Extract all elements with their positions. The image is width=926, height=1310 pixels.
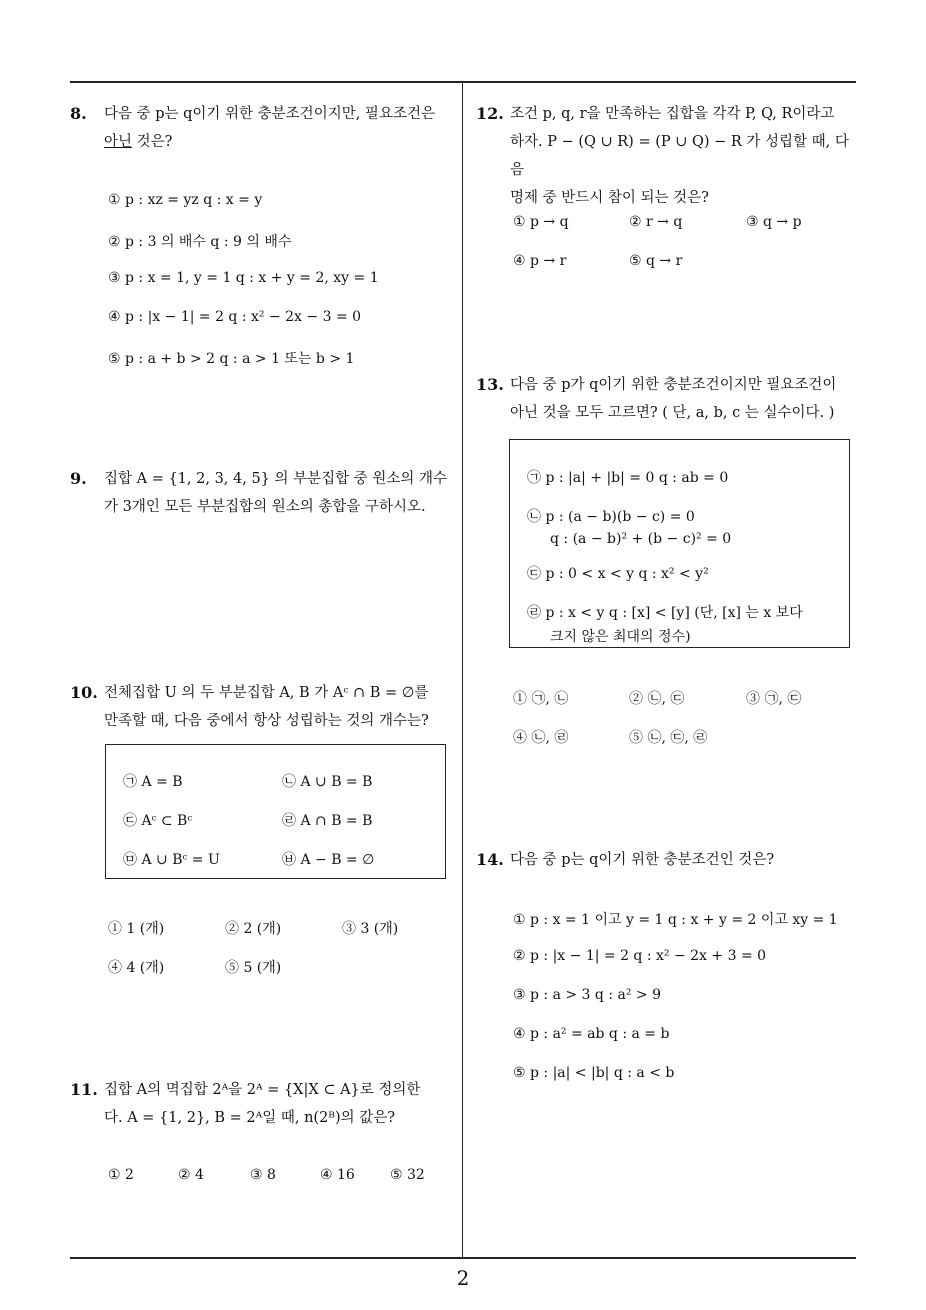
option[interactable]: ④ 4 (개) — [108, 960, 165, 976]
question-number: 11. — [70, 1080, 98, 1099]
underlined-word: 아닌 — [104, 134, 133, 150]
question-text-line: 만족할 때, 다음 중에서 항상 성립하는 것의 개수는? — [104, 713, 429, 729]
question-number: 12. — [476, 104, 504, 123]
option[interactable]: ① p : xz = yz q : x = y — [108, 192, 263, 208]
option[interactable]: ⑤ 32 — [390, 1167, 425, 1183]
box-item: q : (a − b)² + (b − c)² = 0 — [550, 531, 732, 547]
question-text-line — [104, 128, 460, 156]
option[interactable]: ⑤ p : a + b > 2 q : a > 1 또는 b > 1 — [108, 351, 355, 367]
option[interactable]: ③ q → p — [746, 214, 802, 230]
question-text-line: 명제 중 반드시 참이 되는 것은? — [510, 190, 709, 206]
question-text-line: 아닌 것을 모두 고르면? ( 단, a, b, c 는 실수이다. ) — [510, 405, 835, 421]
q13-condition-box — [509, 439, 850, 648]
option[interactable]: ⑤ q → r — [629, 253, 683, 269]
option[interactable]: ② p : 3 의 배수 q : 9 의 배수 — [108, 234, 292, 250]
box-item: ㉣ p : x < y q : [x] < [y] (단, [x] 는 x 보다 — [527, 605, 803, 621]
option[interactable]: ③ 8 — [250, 1167, 276, 1183]
top-rule — [70, 81, 856, 83]
question-13 — [476, 371, 861, 427]
option[interactable]: ② 4 — [178, 1167, 204, 1183]
option[interactable]: ① ㉠, ㉡ — [513, 691, 569, 707]
question-text-line: 조건 p, q, r을 만족하는 집합을 각각 P, Q, R이라고 — [510, 106, 835, 122]
page-number: 2 — [456, 1266, 470, 1290]
box-item: ㉢ p : 0 < x < y q : x² < y² — [527, 566, 709, 582]
option[interactable]: ① p : x = 1 이고 y = 1 q : x + y = 2 이고 xy = 1 — [513, 912, 838, 928]
box-item: ㉣ A ∩ B = B — [282, 813, 373, 829]
question-number: 9. — [70, 469, 87, 488]
option[interactable]: ④ ㉡, ㉣ — [513, 730, 569, 746]
option[interactable]: ③ ㉠, ㉢ — [746, 691, 802, 707]
question-14 — [476, 846, 861, 874]
question-text-line: 다음 중 p는 q이기 위한 충분조건인 것은? — [510, 852, 775, 868]
option[interactable]: ④ p : a² = ab q : a = b — [513, 1026, 670, 1042]
option[interactable]: ③ p : a > 3 q : a² > 9 — [513, 987, 661, 1003]
question-text-line: 집합 A의 멱집합 2ᴬ을 2ᴬ = {X|X ⊂ A}로 정의한 — [104, 1082, 421, 1098]
option[interactable]: ④ p : |x − 1| = 2 q : x² − 2x − 3 = 0 — [108, 309, 362, 325]
option[interactable]: ⑤ ㉡, ㉢, ㉣ — [629, 730, 708, 746]
question-text-line: 다음 중 p가 q이기 위한 충분조건이지만 필요조건이 — [510, 377, 837, 393]
question-text-line: 하자. P − (Q ∪ R) = (P ∪ Q) − R 가 성립할 때, 다음 — [510, 134, 849, 178]
box-item: ㉡ p : (a − b)(b − c) = 0 — [527, 509, 695, 525]
q10-condition-box — [105, 744, 446, 879]
question-12 — [476, 100, 861, 212]
column-divider — [462, 83, 463, 1257]
option[interactable]: ④ 16 — [320, 1167, 355, 1183]
option[interactable]: ⑤ p : |a| < |b| q : a < b — [513, 1065, 675, 1081]
box-item: ㉠ A = B — [123, 774, 183, 790]
option[interactable]: ① 2 — [108, 1167, 134, 1183]
box-item: ㉤ A ∪ Bᶜ = U — [123, 852, 220, 868]
box-item: ㉢ Aᶜ ⊂ Bᶜ — [123, 813, 193, 829]
question-text-line: 전체집합 U 의 두 부분집합 A, B 가 Aᶜ ∩ B = ∅를 — [104, 685, 429, 701]
option[interactable]: ② r → q — [629, 214, 683, 230]
question-8 — [70, 100, 460, 156]
option[interactable]: ① 1 (개) — [108, 921, 165, 937]
option[interactable]: ② p : |x − 1| = 2 q : x² − 2x + 3 = 0 — [513, 948, 767, 964]
question-text-line: 가 3개인 모든 부분집합의 원소의 총합을 구하시오. — [104, 499, 426, 515]
question-text-line: 다. A = {1, 2}, B = 2ᴬ일 때, n(2ᴮ)의 값은? — [104, 1110, 396, 1126]
box-item: 크지 않은 최대의 정수) — [550, 629, 691, 645]
question-11 — [70, 1076, 460, 1132]
question-number: 13. — [476, 375, 504, 394]
question-number: 14. — [476, 850, 504, 869]
question-number: 10. — [70, 683, 98, 702]
bottom-rule — [70, 1257, 856, 1259]
question-text-line: 집합 A = {1, 2, 3, 4, 5} 의 부분집합 중 원소의 개수 — [104, 471, 448, 487]
box-item: ㉥ A − B = ∅ — [282, 852, 375, 868]
option[interactable]: ① p → q — [513, 214, 569, 230]
option[interactable]: ③ 3 (개) — [342, 921, 399, 937]
question-text-line: 다음 중 p는 q이기 위한 충분조건이지만, 필요조건은 — [104, 106, 435, 122]
option[interactable]: ④ p → r — [513, 253, 567, 269]
option[interactable]: ② 2 (개) — [225, 921, 282, 937]
question-9 — [70, 465, 460, 521]
option[interactable]: ⑤ 5 (개) — [225, 960, 282, 976]
option[interactable]: ② ㉡, ㉢ — [629, 691, 685, 707]
question-10 — [70, 679, 460, 735]
option[interactable]: ③ p : x = 1, y = 1 q : x + y = 2, xy = 1 — [108, 270, 379, 286]
question-text-rest: 것은? — [132, 134, 173, 150]
box-item: ㉡ A ∪ B = B — [282, 774, 373, 790]
question-number: 8. — [70, 104, 87, 123]
box-item: ㉠ p : |a| + |b| = 0 q : ab = 0 — [527, 470, 729, 486]
